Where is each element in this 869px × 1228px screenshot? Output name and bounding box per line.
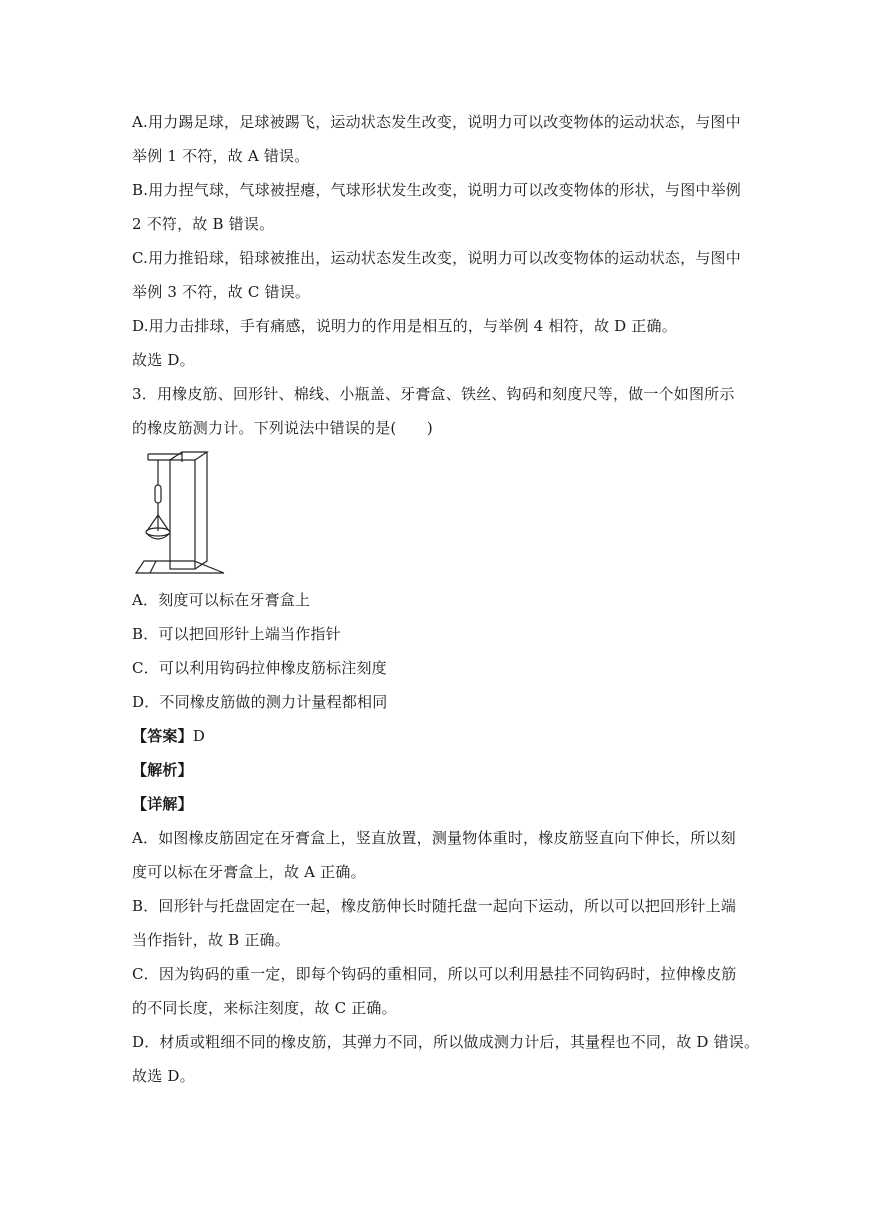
prev-analysis-a-line2: 举例 1 不符，故 A 错误。: [132, 147, 310, 165]
detail-c-line2: 的不同长度，来标注刻度，故 C 正确。: [132, 999, 397, 1017]
answer-line: [132, 726, 205, 746]
prev-analysis-a-line1: A.用力踢足球，足球被踢飞，运动状态发生改变，说明力可以改变物体的运动状态，与图中: [132, 113, 741, 131]
prev-analysis-c-line2: 举例 3 不符，故 C 错误。: [132, 283, 311, 301]
rubber-band-dynamometer-figure: [130, 449, 230, 579]
detail-d-line: D．材质或粗细不同的橡皮筋，其弹力不同，所以做成测力计后，其量程也不同，故 D 错误。: [132, 1033, 760, 1051]
question-line2: 的橡皮筋测力计。下列说法中错误的是( ): [132, 419, 433, 437]
detail-label: 【详解】: [132, 795, 193, 813]
figure-rubber-band: [155, 485, 161, 503]
option-d: D．不同橡皮筋做的测力计量程都相同: [132, 693, 388, 711]
option-c: C．可以利用钩码拉伸橡皮筋标注刻度: [132, 659, 387, 677]
prev-analysis-d-line: D.用力击排球，手有痛感，说明力的作用是相互的，与举例 4 相符，故 D 正确。: [132, 317, 677, 335]
analysis-label: 【解析】: [132, 761, 193, 779]
figure-box-side: [195, 452, 207, 569]
detail-a-line2: 度可以标在牙膏盒上，故 A 正确。: [132, 863, 366, 881]
question-line1: 3．用橡皮筋、回形针、棉线、小瓶盖、牙膏盒、铁丝、钩码和刻度尺等，做一个如图所示: [132, 385, 735, 403]
option-a: A．刻度可以标在牙膏盒上: [132, 591, 311, 609]
detail-c-line1: C．因为钩码的重一定，即每个钩码的重相同，所以可以利用悬挂不同钩码时，拉伸橡皮筋: [132, 965, 737, 983]
figure-base: [136, 561, 224, 573]
prev-analysis-b-line1: B.用力捏气球，气球被捏瘪，气球形状发生改变，说明力可以改变物体的形状，与图中举例: [132, 181, 741, 199]
answer-value: D: [192, 727, 206, 745]
figure-box-front: [170, 460, 195, 569]
detail-b-line2: 当作指针，故 B 正确。: [132, 931, 290, 949]
answer-label: 【答案】: [132, 727, 193, 745]
detail-conclusion: 故选 D。: [132, 1067, 195, 1085]
prev-analysis-c-line1: C.用力推铅球，铅球被推出，运动状态发生改变，说明力可以改变物体的运动状态，与图中: [132, 249, 741, 267]
detail-a-line1: A．如图橡皮筋固定在牙膏盒上，竖直放置，测量物体重时，橡皮筋竖直向下伸长，所以刻: [132, 829, 736, 847]
prev-analysis-conclusion: 故选 D。: [132, 351, 195, 369]
detail-b-line1: B．回形针与托盘固定在一起，橡皮筋伸长时随托盘一起向下运动，所以可以把回形针上端: [132, 897, 737, 915]
option-b: B．可以把回形针上端当作指针: [132, 625, 341, 643]
figure-box-top: [170, 452, 207, 460]
prev-analysis-b-line2: 2 不符，故 B 错误。: [132, 215, 275, 233]
